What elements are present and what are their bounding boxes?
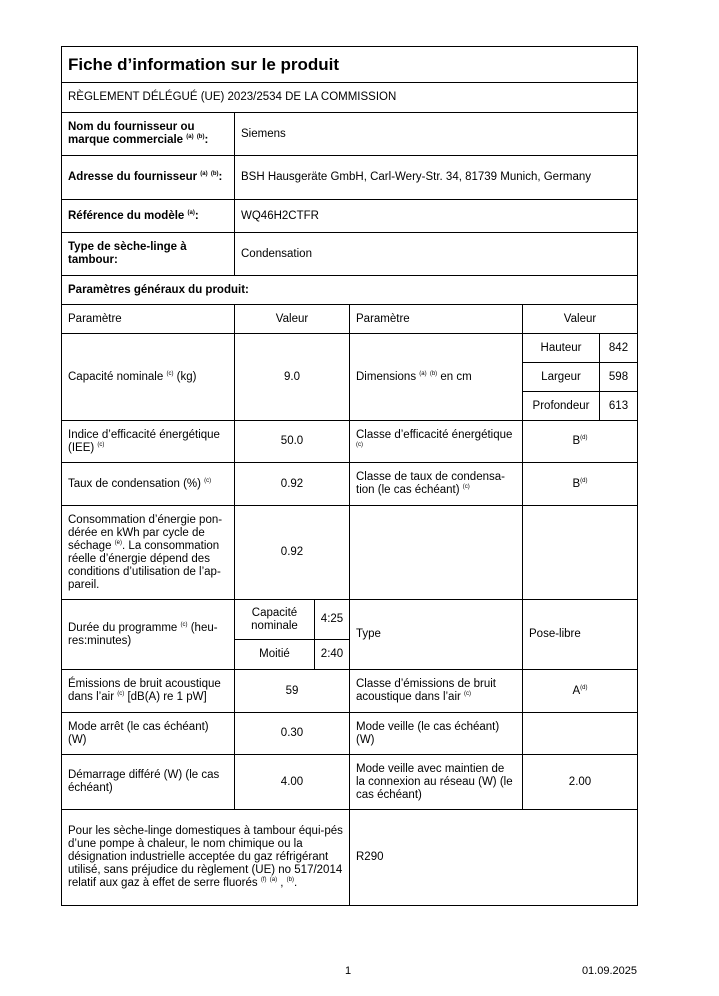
column-header-value: Valeur: [523, 305, 638, 334]
dimension-width-label: Largeur: [523, 363, 600, 392]
model-label: Référence du modèle $^{(a)}$:: [62, 200, 235, 233]
model-value: WQ46H2CTFR: [235, 200, 638, 233]
supplier-address-label: Adresse du fournisseur $^{(a)}$ $^{(b)}$:: [62, 156, 235, 200]
dimensions-label: Dimensions $^{(a)}$ $^{(b)}$ en cm: [350, 334, 523, 421]
capacity-value: 9.0: [235, 334, 350, 421]
product-info-table: [61, 46, 638, 906]
duration-half-label: Moitié: [235, 640, 315, 670]
delay-start-value: 4.00: [235, 755, 350, 810]
standby-mode-value: [523, 713, 638, 755]
dimension-depth-value: 613: [600, 392, 638, 421]
dimension-height-value: 842: [600, 334, 638, 363]
product-information-sheet: [61, 46, 637, 906]
energy-efficiency-index-label: Indice d’efficacité énergétique (IEE) $^{(c)}$: [62, 421, 235, 463]
energy-class-value: $B^{(d)}$: [523, 421, 638, 463]
supplier-address-value: BSH Hausgeräte GmbH, Carl-Wery-Str. 34, 81739 Munich, Germany: [235, 156, 638, 200]
programme-duration-label: Durée du programme $^{(c)}$ (heu-res:minutes): [62, 600, 235, 670]
empty-cell: [350, 506, 523, 600]
supplier-name-label: Nom du fournisseur ou marque commerciale $^{(a)}$ $^{(b)}$:: [62, 113, 235, 156]
column-header-value: Valeur: [235, 305, 350, 334]
type-value: Pose-libre: [523, 600, 638, 670]
dryer-type-label: Type de sèche-linge à tambour:: [62, 233, 235, 276]
weighted-energy-consumption-value: 0.92: [235, 506, 350, 600]
standby-mode-label: Mode veille (le cas échéant) (W): [350, 713, 523, 755]
dimension-depth-label: Profondeur: [523, 392, 600, 421]
column-header-param: Paramètre: [62, 305, 235, 334]
column-header-param: Paramètre: [350, 305, 523, 334]
condensation-class-value: $B^{(d)}$: [523, 463, 638, 506]
refrigerant-gas-value: R290: [350, 810, 638, 906]
delay-start-label: Démarrage différé (W) (le cas échéant): [62, 755, 235, 810]
document-date: 01.09.2025: [581, 965, 637, 977]
duration-rated-capacity-value: 4:25: [315, 600, 350, 640]
dryer-type-value: Condensation: [235, 233, 638, 276]
condensation-rate-value: 0.92: [235, 463, 350, 506]
dimension-width-value: 598: [600, 363, 638, 392]
type-label: Type: [350, 600, 523, 670]
condensation-rate-label: Taux de condensation (%) $^{(c)}$: [62, 463, 235, 506]
page-number: 1: [345, 965, 352, 977]
noise-emission-value: 59: [235, 670, 350, 713]
energy-efficiency-index-value: 50.0: [235, 421, 350, 463]
refrigerant-gas-label: Pour les sèche-linge domestiques à tambour équi-pés d’une pompe à chaleur, le nom chimique ou la désignation industrielle acceptée du gaz réfrigérant utilisé, sans préjudice du règlement (UE) no 517/2014 relatif aux gaz à effet de serre fluorés $^{(f)}$ $^{(a)}$ , $^{(b)}$.: [62, 810, 350, 906]
condensation-class-label: Classe de taux de condensa-tion (le cas échéant) $^{(c)}$: [350, 463, 523, 506]
duration-half-value: 2:40: [315, 640, 350, 670]
page-title: Fiche d’information sur le produit: [62, 47, 638, 83]
noise-emission-label: Émissions de bruit acoustique dans l’air $^{(c)}$ [dB(A) re 1 pW]: [62, 670, 235, 713]
general-params-heading: Paramètres généraux du produit:: [62, 276, 638, 305]
networked-standby-value: 2.00: [523, 755, 638, 810]
empty-cell: [523, 506, 638, 600]
noise-class-label: Classe d’émissions de bruit acoustique dans l’air $^{(c)}$: [350, 670, 523, 713]
duration-rated-capacity-label: Capacité nominale: [235, 600, 315, 640]
off-mode-value: 0.30: [235, 713, 350, 755]
weighted-energy-consumption-label: Consommation d’énergie pon-dérée en kWh par cycle de séchage $^{(e)}$. La consommation réelle d’énergie dépend des conditions d’utilisation de l’ap-pareil.: [62, 506, 235, 600]
regulation-reference: RÈGLEMENT DÉLÉGUÉ (UE) 2023/2534 DE LA COMMISSION: [62, 83, 638, 113]
dimension-height-label: Hauteur: [523, 334, 600, 363]
energy-class-label: Classe d’efficacité énergétique $^{(c)}$: [350, 421, 523, 463]
capacity-label: Capacité nominale $^{(c)}$ (kg): [62, 334, 235, 421]
networked-standby-label: Mode veille avec maintien de la connexion au réseau (W) (le cas échéant): [350, 755, 523, 810]
supplier-name-value: Siemens: [235, 113, 638, 156]
off-mode-label: Mode arrêt (le cas échéant) (W): [62, 713, 235, 755]
noise-class-value: $A^{(d)}$: [523, 670, 638, 713]
